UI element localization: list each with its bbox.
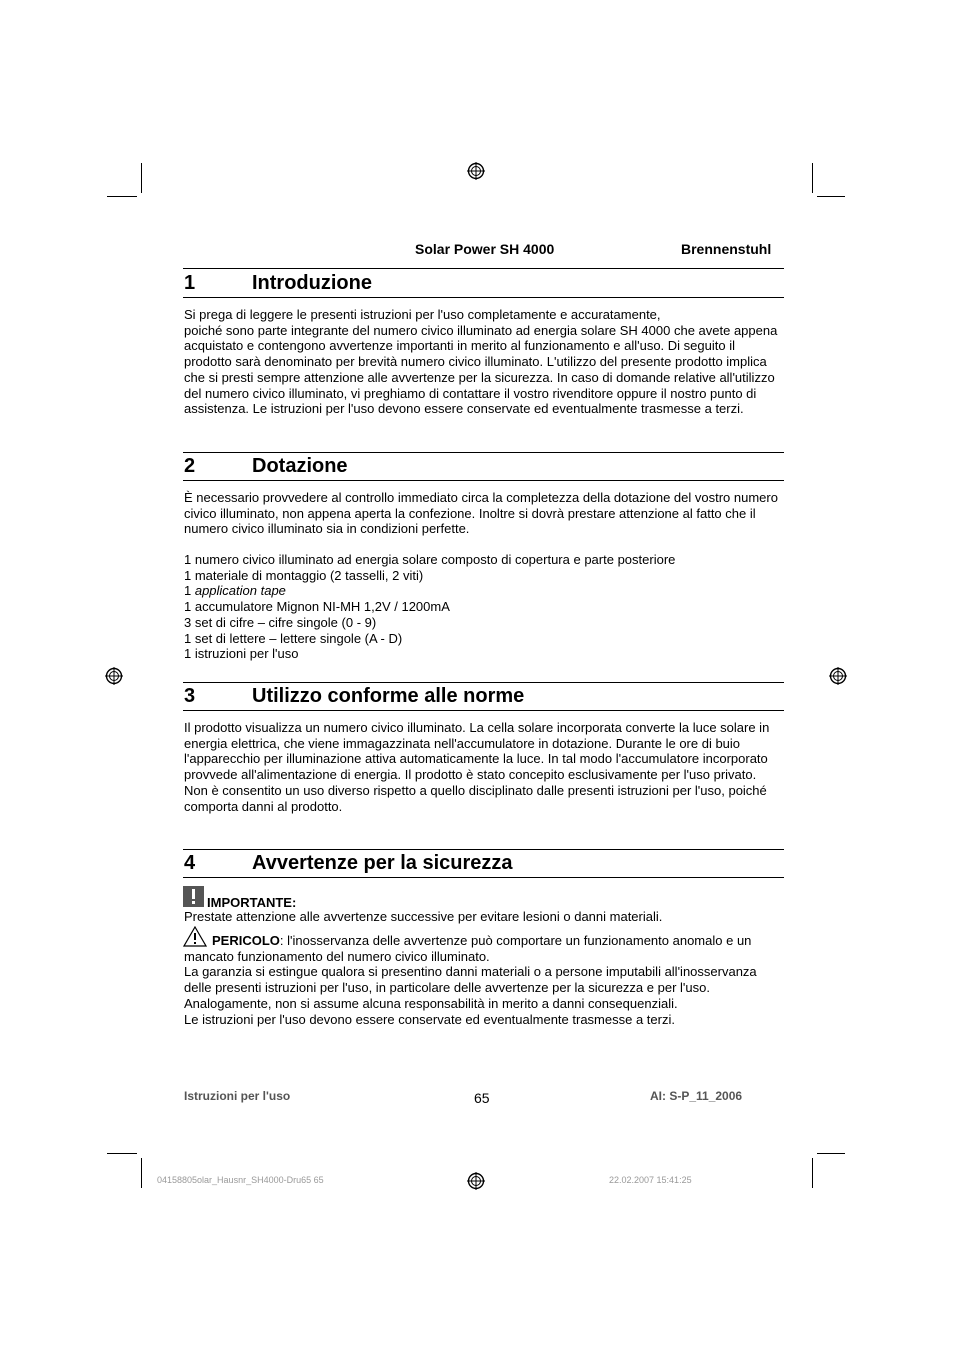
print-slug-left: 04158805olar_Hausnr_SH4000-Dru65 65 [157,1175,324,1185]
danger-notice [184,933,782,1027]
section-title: Utilizzo conforme alle norme [252,685,525,707]
paragraph: poiché sono parte integrante del numero civico illuminato ad energia solare SH 4000 che avete appena acquistato e contengono avvertenze importanti in merito al funzionamento e all'uso. Di seguito il prodotto sarà denominato per brevità numero civico illuminato. L'utilizzo del presente prodotto implica che si presti sempre attenzione alle avvertenze per la sicurezza. In caso di domande relative all'utilizzo del numero civico illuminato, vi preghiamo di contattare il vostro rivenditore oppure il nostro punto di assistenza. Le istruzioni per l'uso devono essere conservate ed eventualmente trasmesse a terzi. [184,322,778,417]
registration-mark-icon [467,1172,485,1190]
section-title: Introduzione [252,272,372,294]
paragraph: La garanzia si estingue qualora si presentino danni materiali o a persone imputabili all'inosservanza delle presenti istruzioni per l'uso, in particolare delle avvertenze per la sicurezza e per l'uso. [184,964,757,996]
header-rule [183,268,784,269]
section-number: 3 [184,685,196,707]
paragraph: Le istruzioni per l'uso devono essere conservate ed eventualmente trasmesse a terzi. [184,1011,675,1027]
danger-label: PERICOLO [212,933,280,948]
paragraph: Si prega di leggere le presenti istruzioni per l'uso completamente e accuratamente, [184,307,661,322]
crop-mark [141,163,142,193]
header-product: Solar Power SH 4000 [415,241,555,257]
crop-mark [141,1158,142,1188]
list-item-italic: application tape [194,583,286,599]
crop-mark [817,1153,845,1154]
paragraph: Analogamente, non si assume alcuna responsabilità in merito a danni consequenziali. [184,995,678,1011]
important-text: Prestate attenzione alle avvertenze successive per evitare lesioni o danni materiali. [184,909,663,924]
list-item: 1 set di lettere – lettere singole (A - D) [184,630,403,646]
section-number: 1 [184,272,196,294]
section-rule [183,877,784,878]
crop-mark [812,163,813,193]
section-rule [183,682,784,683]
exclamation-box-icon [183,886,204,907]
registration-mark-icon [829,667,847,685]
list-item: 1 materiale di montaggio (2 tasselli, 2 viti) [184,567,424,583]
list-item: 1 accumulatore Mignon NI-MH 1,2V / 1200mA [184,599,450,615]
section-rule [183,710,784,711]
section-rule [183,480,784,481]
list-item: 1 numero civico illuminato ad energia solare composto di copertura e parte posteriore [184,552,676,567]
crop-mark [817,196,845,197]
contents-list [184,552,782,662]
list-item-prefix: 1 [184,583,195,599]
section-number: 4 [184,852,196,874]
list-item [184,583,782,599]
list-item: 3 set di cifre – cifre singole (0 - 9) [184,614,377,630]
section-body [184,720,782,814]
registration-mark-icon [467,162,485,180]
important-label: IMPORTANTE: [207,895,297,910]
header-brand: Brennenstuhl [681,241,772,257]
paragraph: Non è consentito un uso diverso rispetto a quello disciplinato dalle presenti istruzioni per l'uso, poiché comporta danni al prodotto. [184,782,767,814]
crop-mark [812,1158,813,1188]
section-body [184,490,782,537]
crop-mark [107,1153,137,1154]
section-body [184,307,782,417]
section-title: Dotazione [252,455,348,477]
page-number: 65 [474,1090,490,1106]
section-title: Avvertenze per la sicurezza [252,852,513,874]
section-number: 2 [184,455,196,477]
registration-mark-icon [105,667,123,685]
list-item: 1 istruzioni per l'uso [184,646,299,662]
crop-mark [107,196,137,197]
section-rule [183,297,784,298]
footer-right: AI: S-P_11_2006 [650,1089,743,1103]
section-rule [183,849,784,850]
paragraph: È necessario provvedere al controllo immediato circa la completezza della dotazione del vostro numero civico illuminato, non appena aperta la confezione. Inoltre si dovrà prestare attenzione al fatto che il numero civico illuminato sia in condizioni perfette. [184,490,778,537]
paragraph: Il prodotto visualizza un numero civico illuminato. La cella solare incorporata converte la luce solare in energia elettrica, che viene immagazzinata nell'accumulatore in dotazione. Durante le ore di buio l'apparecchio per illuminazione attiva automaticamente la luce. In tal modo l'accumulatore incorporato provvede all'alimentazione di energia. Il prodotto è stato concepito esclusivamente per l'uso privato. [184,720,770,783]
footer-left: Istruzioni per l'uso [184,1089,291,1103]
danger-text: : l'inosservanza delle avvertenze può comportare un funzionamento anomalo e un mancato funzionamento del numero civico illuminato. [184,933,752,964]
print-slug-right: 22.02.2007 15:41:25 [609,1175,692,1185]
section-rule [183,452,784,453]
